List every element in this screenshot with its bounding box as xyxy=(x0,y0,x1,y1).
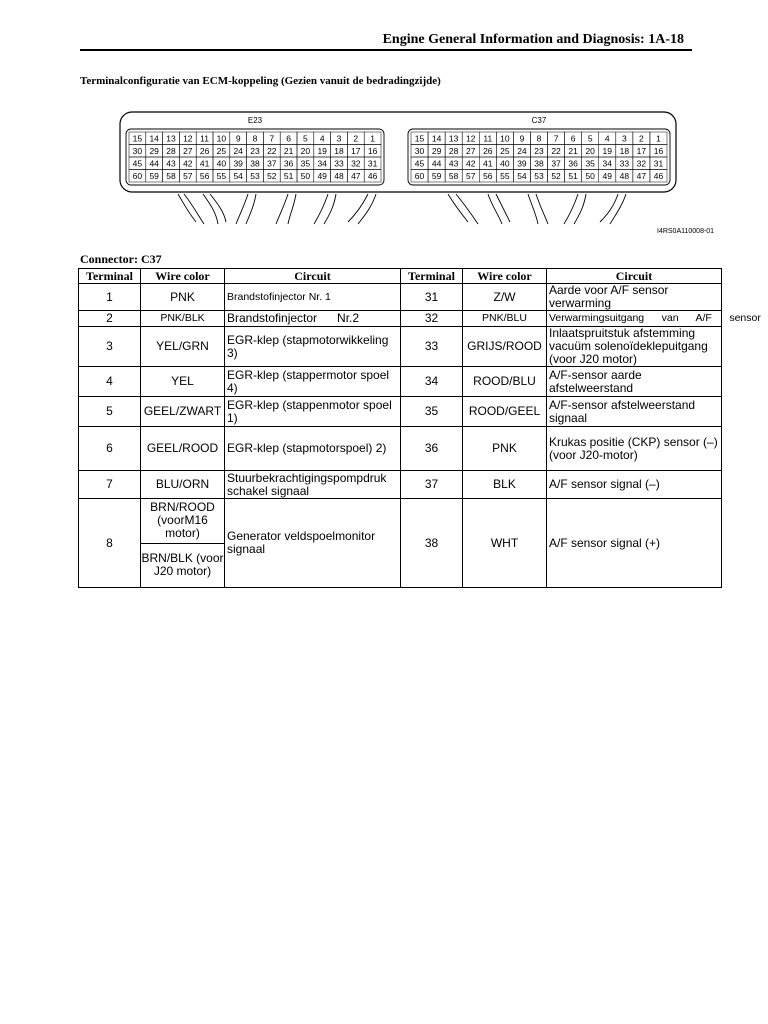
wire-color-cell: ROOD/GEEL xyxy=(463,397,547,427)
circuit-cell: Verwarmingsuitgang van A/F sensor xyxy=(547,311,722,327)
wire-color-cell: PNK/BLK xyxy=(141,311,225,327)
pin-number: 14 xyxy=(431,133,442,144)
pin-number: 7 xyxy=(553,133,559,144)
pin-number: 40 xyxy=(500,158,510,169)
pin-number: 1 xyxy=(656,133,661,144)
ecm-connector-diagram xyxy=(118,108,678,228)
pin-number: 28 xyxy=(448,146,459,156)
pin-number: 42 xyxy=(183,158,193,169)
circuit-cell: EGR-klep (stappenmotor spoel 1) xyxy=(225,397,401,427)
pin-number: 33 xyxy=(619,158,630,169)
wire-color-cell: WHT xyxy=(463,499,547,588)
pin-number: 22 xyxy=(551,146,561,156)
pin-number: 6 xyxy=(570,133,576,144)
table-header-row xyxy=(79,269,722,284)
circuit-cell: A/F-sensor afstelweerstand signaal xyxy=(547,397,722,427)
pin-number: 4 xyxy=(604,133,610,144)
pin-number: 42 xyxy=(465,158,476,169)
pin-number: 49 xyxy=(317,171,327,181)
pin-number: 38 xyxy=(250,158,260,169)
header-wire-color: Wire color xyxy=(141,269,225,284)
pin-number: 55 xyxy=(216,171,227,181)
pin-number: 29 xyxy=(431,146,442,156)
terminal-cell: 4 xyxy=(79,367,141,397)
terminal-cell: 35 xyxy=(401,397,463,427)
pin-number: 21 xyxy=(283,146,294,156)
wire-color-variant: BRN/BLK (voor J20 motor) xyxy=(141,543,224,588)
pin-number: 18 xyxy=(334,146,344,156)
pin-number: 2 xyxy=(353,133,359,144)
circuit-cell: Inlaatspruitstuk afstemming vacuüm solenoïdeklepuitgang (voor J20 motor) xyxy=(547,327,722,367)
table-row xyxy=(79,284,722,311)
wire-color-cell: ROOD/BLU xyxy=(463,367,547,397)
circuit-cell: Krukas positie (CKP) sensor (–) (voor J20-motor) xyxy=(547,427,722,471)
pin-number: 6 xyxy=(286,133,291,144)
pin-number: 51 xyxy=(568,171,578,181)
pin-number: 37 xyxy=(267,158,277,169)
pin-number: 57 xyxy=(465,171,476,181)
pin-number: 25 xyxy=(500,146,510,156)
header-terminal: Terminal xyxy=(79,269,141,284)
pin-number: 10 xyxy=(216,133,227,144)
pin-number: 52 xyxy=(551,171,561,181)
pin-number: 28 xyxy=(166,146,176,156)
wire-bundles xyxy=(178,194,626,224)
pin-number: 16 xyxy=(367,146,378,156)
pin-number: 21 xyxy=(568,146,578,156)
pin-number: 46 xyxy=(653,171,664,181)
pin-number: 37 xyxy=(551,158,561,169)
pin-number: 60 xyxy=(414,171,425,181)
pin-number: 20 xyxy=(300,146,311,156)
pin-number: 26 xyxy=(199,146,210,156)
pin-number: 5 xyxy=(587,133,593,144)
pin-number: 48 xyxy=(619,171,630,181)
header-wire-color: Wire color xyxy=(463,269,547,284)
terminal-cell: 6 xyxy=(79,427,141,471)
connector-c37 xyxy=(408,116,670,185)
pin-number: 27 xyxy=(465,146,476,156)
pin-number: 10 xyxy=(500,133,510,144)
table-row xyxy=(79,499,722,588)
pin-number: 24 xyxy=(233,146,243,156)
table-row xyxy=(79,471,722,499)
pin-number: 35 xyxy=(585,158,595,169)
terminal-cell: 3 xyxy=(79,327,141,367)
wire-color-cell: YEL/GRN xyxy=(141,327,225,367)
pin-number: 5 xyxy=(303,133,308,144)
circuit-cell: EGR-klep (stappermotor spoel 4) xyxy=(225,367,401,397)
pin-number: 57 xyxy=(183,171,193,181)
wire-color-cell: GRIJS/ROOD xyxy=(463,327,547,367)
pin-number: 1 xyxy=(370,133,375,144)
pin-number: 50 xyxy=(300,171,311,181)
circuit-cell: Generator veldspoelmonitor signaal xyxy=(225,499,401,588)
pin-number: 33 xyxy=(334,158,344,169)
table-row xyxy=(79,397,722,427)
circuit-cell: A/F sensor signal (–) xyxy=(547,471,722,499)
pin-number: 41 xyxy=(483,158,493,169)
pin-number: 34 xyxy=(602,158,613,169)
pin-number: 55 xyxy=(500,171,510,181)
pin-number: 43 xyxy=(448,158,459,169)
terminal-cell: 32 xyxy=(401,311,463,327)
pin-number: 39 xyxy=(517,158,527,169)
pin-number: 45 xyxy=(132,158,143,169)
page-title: Engine General Information and Diagnosis: 1A-18 xyxy=(382,32,684,47)
circuit-cell: EGR-klep (stapmotorspoel) 2) xyxy=(225,427,401,471)
pin-number: 59 xyxy=(431,171,442,181)
table-row xyxy=(79,367,722,397)
wire-color-cell: GEEL/ZWART xyxy=(141,397,225,427)
pin-number: 35 xyxy=(300,158,311,169)
terminal-cell: 5 xyxy=(79,397,141,427)
pin-number: 8 xyxy=(252,133,258,144)
terminal-table xyxy=(78,268,761,588)
circuit-cell: Brandstofinjector Nr. 1 xyxy=(225,284,401,311)
terminal-cell: 37 xyxy=(401,471,463,499)
connector-name: E23 xyxy=(247,116,263,125)
pin-number: 40 xyxy=(216,158,227,169)
pin-number: 11 xyxy=(200,133,210,144)
pin-number: 29 xyxy=(149,146,159,156)
wire-color-variant: BRN/ROOD (voorM16 motor) xyxy=(150,500,215,541)
terminal-cell: 31 xyxy=(401,284,463,311)
wire-color-cell: YEL xyxy=(141,367,225,397)
terminal-cell: 1 xyxy=(79,284,141,311)
pin-number: 12 xyxy=(465,133,476,144)
table-row xyxy=(79,311,722,327)
pin-number: 44 xyxy=(149,158,159,169)
terminal-cell: 34 xyxy=(401,367,463,397)
pin-number: 50 xyxy=(585,171,595,181)
wire-color-cell: GEEL/ROOD xyxy=(141,427,225,471)
pin-number: 59 xyxy=(149,171,159,181)
pin-number: 36 xyxy=(283,158,294,169)
header-circuit: Circuit xyxy=(547,269,722,284)
pin-number: 17 xyxy=(636,146,647,156)
pin-number: 56 xyxy=(483,171,493,181)
pin-number: 16 xyxy=(653,146,664,156)
figure-caption: Terminalconfiguratie van ECM-koppeling (Gezien vanuit de bedradingzijde) xyxy=(80,75,441,87)
pin-number: 34 xyxy=(317,158,327,169)
pin-number: 49 xyxy=(602,171,613,181)
pin-number: 15 xyxy=(132,133,143,144)
pin-number: 58 xyxy=(448,171,459,181)
wire-color-cell: PNK/BLU xyxy=(463,311,547,327)
pin-number: 58 xyxy=(166,171,176,181)
terminal-cell: 33 xyxy=(401,327,463,367)
pin-number: 20 xyxy=(585,146,595,156)
pin-number: 18 xyxy=(619,146,630,156)
pin-number: 26 xyxy=(483,146,493,156)
pin-number: 47 xyxy=(351,171,361,181)
pin-number: 51 xyxy=(283,171,294,181)
pin-number: 19 xyxy=(602,146,613,156)
pin-number: 27 xyxy=(183,146,193,156)
wire-color-cell: Z/W xyxy=(463,284,547,311)
pin-number: 60 xyxy=(132,171,143,181)
pin-number: 3 xyxy=(336,133,342,144)
pin-number: 54 xyxy=(517,171,527,181)
table-row xyxy=(79,427,722,471)
pin-number: 44 xyxy=(431,158,442,169)
circuit-cell: A/F-sensor aarde afstelweerstand xyxy=(547,367,722,397)
pin-number: 11 xyxy=(483,133,493,144)
pin-number: 32 xyxy=(636,158,647,169)
pin-number: 7 xyxy=(269,133,275,144)
circuit-cell: Brandstofinjector Nr.2 xyxy=(225,311,401,327)
connector-name: C37 xyxy=(531,116,547,125)
pin-number: 52 xyxy=(267,171,277,181)
pin-number: 2 xyxy=(639,133,644,144)
pin-number: 19 xyxy=(317,146,327,156)
pin-number: 54 xyxy=(233,171,243,181)
connector-e23 xyxy=(126,116,384,185)
pin-number: 38 xyxy=(534,158,544,169)
wire-color-cell: BLK xyxy=(463,471,547,499)
pin-number: 47 xyxy=(636,171,647,181)
pin-number: 24 xyxy=(517,146,527,156)
wire-color-cell: BLU/ORN xyxy=(141,471,225,499)
pin-number: 22 xyxy=(267,146,277,156)
terminal-cell: 38 xyxy=(401,499,463,588)
pin-number: 23 xyxy=(534,146,544,156)
pin-number: 30 xyxy=(414,146,425,156)
pin-number: 4 xyxy=(319,133,325,144)
terminal-cell: 36 xyxy=(401,427,463,471)
page-header xyxy=(80,30,720,50)
pin-number: 53 xyxy=(250,171,260,181)
pin-number: 53 xyxy=(534,171,544,181)
circuit-cell: Aarde voor A/F sensor verwarming xyxy=(547,284,722,311)
pin-number: 48 xyxy=(334,171,344,181)
pin-number: 30 xyxy=(132,146,143,156)
pin-number: 14 xyxy=(149,133,159,144)
terminal-cell: 2 xyxy=(79,311,141,327)
circuit-cell: Stuurbekrachtigingspompdruk schakel signaal xyxy=(225,471,401,499)
pin-number: 12 xyxy=(183,133,193,144)
header-rule xyxy=(80,49,692,51)
pin-number: 25 xyxy=(216,146,227,156)
wire-color-cell: PNK xyxy=(463,427,547,471)
circuit-cell: A/F sensor signal (+) xyxy=(547,499,722,588)
pin-number: 32 xyxy=(351,158,361,169)
pin-number: 56 xyxy=(199,171,210,181)
pin-number: 23 xyxy=(250,146,260,156)
pin-number: 41 xyxy=(199,158,210,169)
pin-number: 9 xyxy=(519,133,525,144)
section-title: Connector: C37 xyxy=(80,252,162,266)
figure-id: I4RS0A110008-01 xyxy=(657,228,715,235)
header-circuit: Circuit xyxy=(225,269,401,284)
pin-number: 39 xyxy=(233,158,243,169)
wire-color-cell: PNK xyxy=(141,284,225,311)
pin-number: 3 xyxy=(621,133,627,144)
pin-number: 43 xyxy=(166,158,176,169)
terminal-cell: 7 xyxy=(79,471,141,499)
pin-number: 45 xyxy=(414,158,425,169)
terminal-cell: 8 xyxy=(79,499,141,588)
pin-number: 13 xyxy=(448,133,459,144)
pin-number: 31 xyxy=(653,158,664,169)
table-row xyxy=(79,327,722,367)
pin-number: 31 xyxy=(367,158,378,169)
pin-number: 9 xyxy=(235,133,241,144)
pin-number: 8 xyxy=(536,133,542,144)
pin-number: 17 xyxy=(351,146,361,156)
circuit-cell: EGR-klep (stapmotorwikkeling 3) xyxy=(225,327,401,367)
pin-number: 46 xyxy=(367,171,378,181)
wire-color-cell xyxy=(141,499,225,588)
header-terminal: Terminal xyxy=(401,269,463,284)
pin-number: 36 xyxy=(568,158,578,169)
pin-number: 15 xyxy=(414,133,425,144)
pin-number: 13 xyxy=(166,133,176,144)
